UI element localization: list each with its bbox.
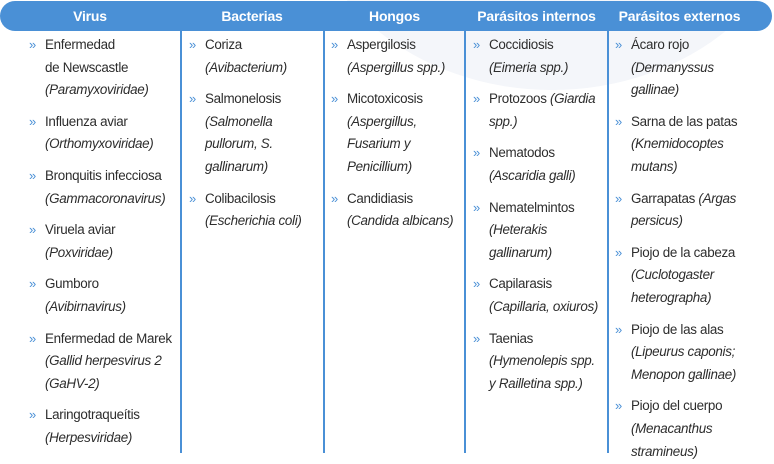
disease-name: Viruela aviar xyxy=(45,222,116,238)
header-virus: Virus xyxy=(73,8,107,24)
disease-name: Nematelmintos xyxy=(489,199,575,215)
disease-name: Ácaro rojo xyxy=(631,37,690,52)
list-item xyxy=(473,273,601,318)
bullet-icon: » xyxy=(29,167,36,183)
list-item xyxy=(615,319,740,387)
list-item xyxy=(29,273,179,318)
disease-name: Garrapatas xyxy=(631,190,695,206)
scientific-name: (Eimeria spp.) xyxy=(489,59,569,75)
bullet-icon: » xyxy=(615,37,622,52)
disease-name: Piojo del cuerpo xyxy=(631,398,723,414)
bullet-icon: » xyxy=(331,91,338,107)
scientific-name: (Ascaridia galli) xyxy=(489,167,576,183)
header-parasitos-externos: Parásitos externos xyxy=(618,8,741,24)
list-item xyxy=(473,34,601,79)
column-divider xyxy=(607,31,609,453)
list-item xyxy=(189,188,317,233)
scientific-name: (Menacanthus stramineus) xyxy=(631,420,713,459)
list-item xyxy=(29,219,179,264)
list-item xyxy=(473,142,601,187)
bullet-icon: » xyxy=(189,91,196,107)
column-virus xyxy=(29,34,179,456)
disease-name: Enfermedad de Marek xyxy=(45,330,172,346)
bullet-icon: » xyxy=(331,190,338,206)
disease-name: Bronquitis infecciosa xyxy=(45,167,162,183)
list-item xyxy=(29,34,179,102)
list-item xyxy=(615,188,740,233)
scientific-name: (Knemidocoptes mutans) xyxy=(631,136,724,174)
bullet-icon: » xyxy=(615,321,622,337)
scientific-name: (Capillaria, oxiuros) xyxy=(489,298,599,314)
bullet-icon: » xyxy=(29,330,36,346)
scientific-name: (Heterakis gallinarum) xyxy=(489,222,552,260)
bullet-icon: » xyxy=(473,199,480,215)
list-item xyxy=(331,34,459,79)
table-body xyxy=(0,31,774,459)
disease-name: Influenza aviar xyxy=(45,113,128,129)
list-item xyxy=(615,242,740,310)
header-hongos: Hongos xyxy=(369,8,420,24)
scientific-name: (Aspergillus, Fusarium y Penicillium) xyxy=(347,113,417,174)
bullet-icon: » xyxy=(29,222,36,238)
scientific-name: (Gallid herpesvirus 2 (GaHV-2) xyxy=(45,353,162,391)
bullet-icon: » xyxy=(29,37,36,52)
column-parasitos-internos xyxy=(473,34,601,456)
bullet-icon: » xyxy=(29,276,36,292)
list-item xyxy=(615,111,740,179)
scientific-name: (Avibirnavirus) xyxy=(45,298,126,314)
list-item xyxy=(615,395,740,463)
list-item xyxy=(331,188,459,233)
list-item xyxy=(331,88,459,178)
disease-name: Salmonelosis xyxy=(205,91,282,107)
scientific-name: (Avibacterium) xyxy=(205,59,287,75)
scientific-name: (Orthomyxoviridae) xyxy=(45,136,154,152)
bullet-icon: » xyxy=(331,37,338,52)
disease-name: Enfermedad xyxy=(45,37,115,52)
bullet-icon: » xyxy=(473,330,480,346)
list-item xyxy=(29,111,179,156)
bullet-icon: » xyxy=(29,113,36,129)
scientific-name: (Argas persicus) xyxy=(631,190,737,229)
table-header xyxy=(0,1,772,31)
list-item xyxy=(189,88,317,178)
scientific-name: (Lipeurus caponis; Menopon gallinae) xyxy=(631,344,737,382)
scientific-name: (Paramyxoviridae) xyxy=(45,82,149,98)
disease-name: Micotoxicosis xyxy=(347,91,423,107)
header-bacterias: Bacterias xyxy=(221,8,283,24)
bullet-icon: » xyxy=(29,407,36,423)
scientific-name: (Aspergillus spp.) xyxy=(347,59,446,75)
list-item xyxy=(473,88,601,133)
scientific-name: (Giardia spp.) xyxy=(489,91,596,129)
scientific-name: (Poxviridae) xyxy=(45,244,113,260)
scientific-name: (Salmonella pullorum, S. gallinarum) xyxy=(205,113,273,174)
column-bacterias xyxy=(189,34,317,456)
scientific-name: (Herpesviridae) xyxy=(45,429,133,445)
scientific-name: (Escherichia coli) xyxy=(205,213,302,229)
header-parasitos-internos: Parásitos internos xyxy=(477,8,596,24)
disease-name: Coriza xyxy=(205,37,242,52)
list-item xyxy=(29,165,179,210)
bullet-icon: » xyxy=(473,91,480,107)
list-item xyxy=(29,328,179,396)
disease-name: Gumboro xyxy=(45,276,99,292)
scientific-name: (Candida albicans) xyxy=(347,213,454,229)
bullet-icon: » xyxy=(615,113,622,129)
scientific-name: (Cuclotogaster heterographa) xyxy=(631,267,714,305)
disease-name: Taenias xyxy=(489,330,534,346)
disease-name: Piojo de las alas xyxy=(631,321,724,337)
disease-name: Protozoos xyxy=(489,91,547,107)
column-parasitos-externos xyxy=(615,34,740,459)
disease-name: Aspergilosis xyxy=(347,37,416,52)
scientific-name: (Dermanyssus gallinae) xyxy=(631,59,714,98)
disease-name: Laringotraqueítis xyxy=(45,407,140,423)
bullet-icon: » xyxy=(189,37,196,52)
column-divider xyxy=(180,31,182,453)
disease-name: de Newscastle xyxy=(45,59,129,75)
list-item xyxy=(473,197,601,265)
list-item xyxy=(29,404,179,449)
bullet-icon: » xyxy=(615,190,622,206)
disease-name: Nematodos xyxy=(489,145,555,161)
disease-name: Candidiasis xyxy=(347,190,413,206)
disease-name: Capilarasis xyxy=(489,276,552,292)
disease-name: Sarna de las patas xyxy=(631,113,738,129)
disease-name: Colibacilosis xyxy=(205,190,276,206)
column-divider xyxy=(464,31,466,453)
disease-name: Piojo de la cabeza xyxy=(631,244,736,260)
list-item xyxy=(473,328,601,396)
list-item xyxy=(189,34,317,79)
scientific-name: (Gammacoronavirus) xyxy=(45,190,166,206)
bullet-icon: » xyxy=(473,37,480,52)
column-hongos xyxy=(331,34,459,456)
disease-name: Coccidiosis xyxy=(489,37,554,52)
bullet-icon: » xyxy=(473,145,480,161)
bullet-icon: » xyxy=(473,276,480,292)
list-item xyxy=(615,34,740,102)
bullet-icon: » xyxy=(615,244,622,260)
bullet-icon: » xyxy=(189,190,196,206)
bullet-icon: » xyxy=(615,398,622,414)
scientific-name: (Hymenolepis spp. y Railletina spp.) xyxy=(489,353,595,391)
column-divider xyxy=(323,31,325,453)
